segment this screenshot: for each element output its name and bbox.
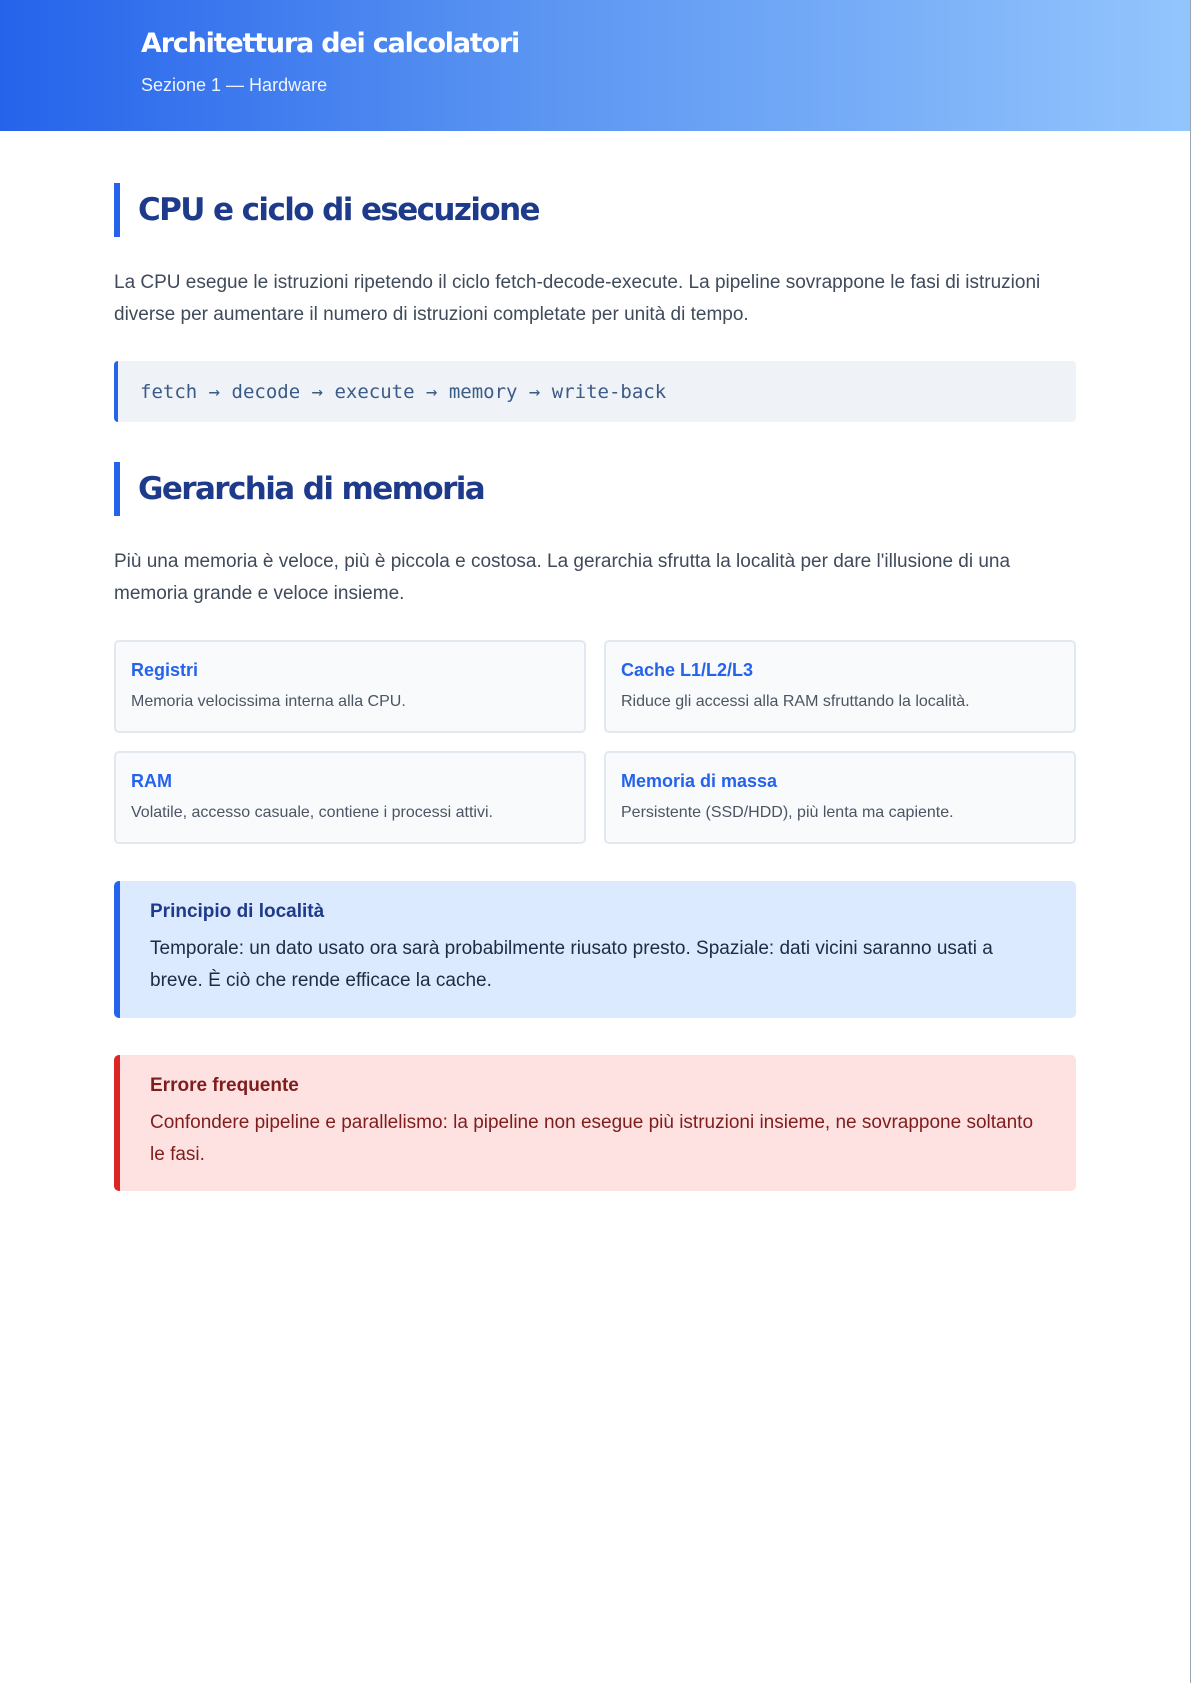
card-title: RAM <box>131 771 172 791</box>
card-text: Persistente (SSD/HDD), più lenta ma capiente. <box>621 804 954 821</box>
section-memory-paragraph: Più una memoria è veloce, più è piccola e costosa. La gerarchia sfrutta la località per dare l'illusione di una memoria grande e veloce insieme. <box>114 551 1011 604</box>
section-cpu-paragraph: La CPU esegue le istruzioni ripetendo il ciclo fetch-decode-execute. La pipeline sovrappone le fasi di istruzioni diverse per aumentare il numero di istruzioni completate per unità di tempo. <box>114 272 1041 325</box>
memory-card-mass-storage <box>604 751 1076 844</box>
memory-card-cache <box>604 640 1076 733</box>
document-content <box>0 131 1190 1191</box>
pipeline-code-block <box>114 361 1076 422</box>
card-text: Volatile, accesso casuale, contiene i processi attivi. <box>131 804 493 821</box>
card-text: Riduce gli accessi alla RAM sfruttando la località. <box>621 693 970 710</box>
section-heading-cpu: CPU e ciclo di esecuzione <box>114 183 1076 237</box>
section-heading-memory: Gerarchia di memoria <box>114 462 1076 516</box>
callout-text: Temporale: un dato usato ora sarà probabilmente riusato presto. Spaziale: dati vicini saranno usati a breve. È ciò che rende efficace la cache. <box>150 938 993 991</box>
callout-title: Errore frequente <box>150 1075 299 1096</box>
card-text: Memoria velocissima interna alla CPU. <box>131 693 406 710</box>
callout-title: Principio di località <box>150 901 325 922</box>
callout-text: Confondere pipeline e parallelismo: la pipeline non esegue più istruzioni insieme, ne sovrappone soltanto le fasi. <box>150 1112 1034 1165</box>
pipeline-code: fetch → decode → execute → memory → write-back <box>140 380 667 403</box>
memory-card-grid <box>114 640 1076 844</box>
card-title: Cache L1/L2/L3 <box>621 660 754 680</box>
card-title: Registri <box>131 660 199 680</box>
memory-card-ram <box>114 751 586 844</box>
callout-common-mistake <box>114 1055 1076 1191</box>
document-subtitle: Sezione 1 — Hardware <box>141 75 328 95</box>
section-cpu <box>114 183 1076 422</box>
page-header <box>0 0 1190 131</box>
card-title: Memoria di massa <box>621 771 778 791</box>
document-title: Architettura dei calcolatori <box>141 28 520 59</box>
callout-locality-principle <box>114 881 1076 1018</box>
section-memory <box>114 462 1076 844</box>
memory-card-registers <box>114 640 586 733</box>
